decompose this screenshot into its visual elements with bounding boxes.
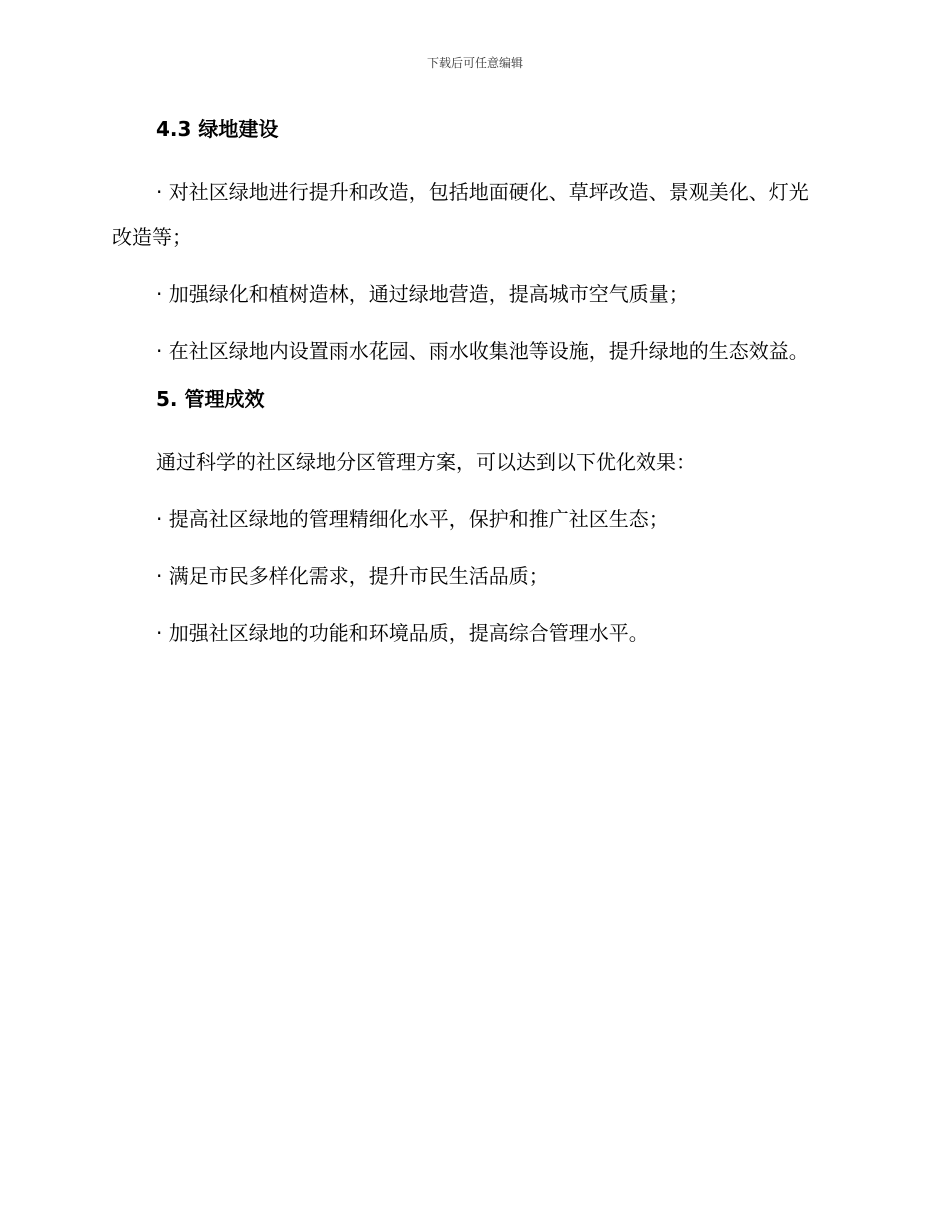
bullet-item: · 对社区绿地进行提升和改造，包括地面硬化、草坪改造、景观美化、灯光改造等； xyxy=(112,180,809,249)
bullet-item: · 加强社区绿地的功能和环境品质，提高综合管理水平。 xyxy=(156,621,649,645)
section-heading-5: 5. 管理成效 xyxy=(156,387,265,411)
document-body xyxy=(112,104,828,656)
bullet-item: · 加强绿化和植树造林，通过绿地营造，提高城市空气质量； xyxy=(156,282,689,306)
intro-paragraph: 通过科学的社区绿地分区管理方案，可以达到以下优化效果： xyxy=(156,450,696,474)
bullet-item: · 在社区绿地内设置雨水花园、雨水收集池等设施，提升绿地的生态效益。 xyxy=(156,339,809,363)
bullet-item: · 提高社区绿地的管理精细化水平，保护和推广社区生态； xyxy=(156,507,669,531)
bullet-item: · 满足市民多样化需求，提升市民生活品质； xyxy=(156,564,549,588)
page-header: 下载后可任意编辑 xyxy=(426,56,523,70)
section-heading-4-3: 4.3 绿地建设 xyxy=(156,117,279,141)
